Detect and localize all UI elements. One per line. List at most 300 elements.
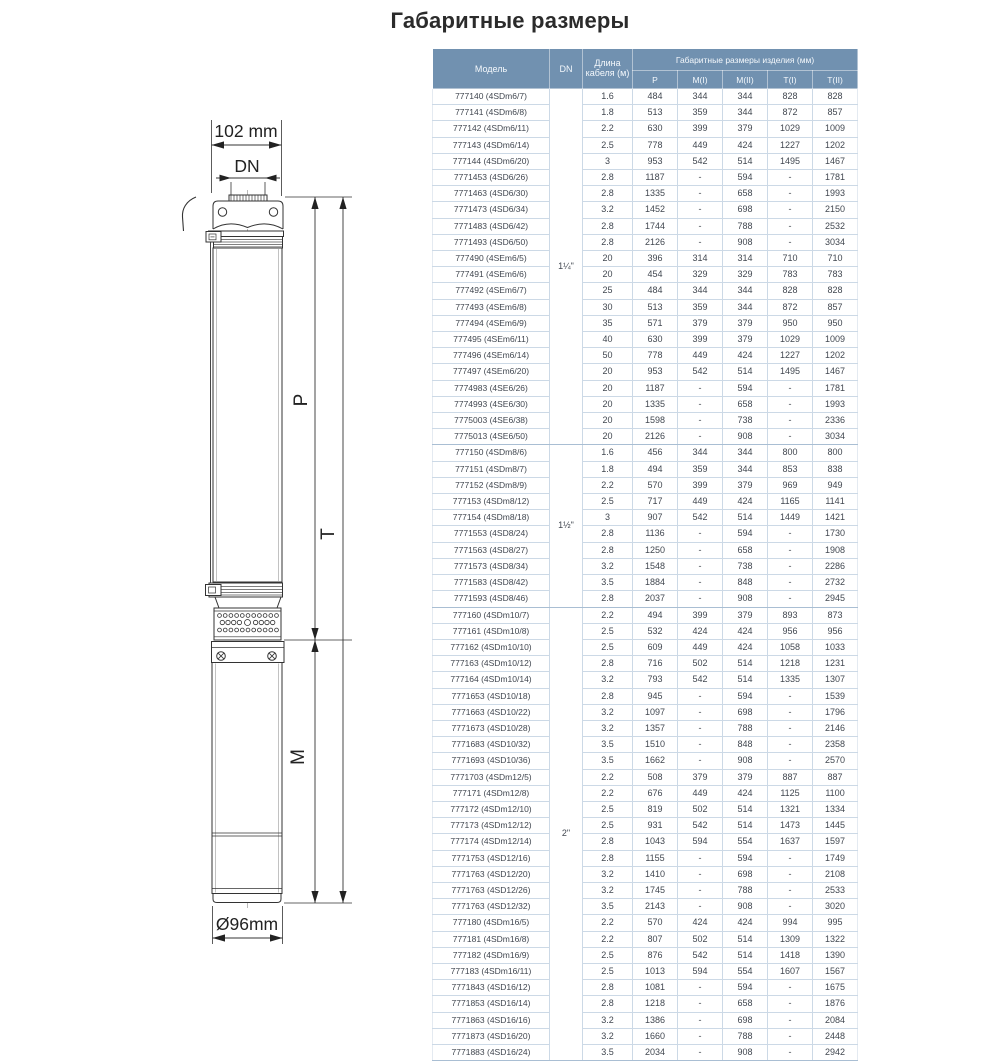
- dim-m2-cell: 698: [723, 202, 768, 218]
- dn-size-cell: 1½": [550, 445, 583, 607]
- model-cell: 7771573 (4SD8/34): [433, 558, 550, 574]
- cable-length-cell: 1.8: [583, 105, 633, 121]
- model-cell: 777153 (4SDm8/12): [433, 494, 550, 510]
- dim-m2-cell: 379: [723, 315, 768, 331]
- table-row: [433, 1012, 858, 1028]
- dim-t1-cell: 1125: [768, 785, 813, 801]
- dim-m1-cell: 399: [678, 332, 723, 348]
- strainer: [214, 608, 281, 640]
- dim-t1-cell: -: [768, 234, 813, 250]
- cable-length-cell: 20: [583, 429, 633, 445]
- cable-length-cell: 3: [583, 153, 633, 169]
- dim-p-cell: 1548: [633, 558, 678, 574]
- cable-length-cell: 2.8: [583, 850, 633, 866]
- dim-m1-cell: 542: [678, 947, 723, 963]
- dim-t1-cell: -: [768, 1028, 813, 1044]
- dim-p-cell: 2034: [633, 1044, 678, 1060]
- dim-m1-cell: -: [678, 996, 723, 1012]
- dim-m2-cell: 788: [723, 1028, 768, 1044]
- dim-t2-cell: 2448: [813, 1028, 858, 1044]
- dn-size-cell: 2": [550, 607, 583, 1061]
- dim-m2-cell: 594: [723, 380, 768, 396]
- dim-t1-cell: 1309: [768, 931, 813, 947]
- dim-m2-cell: 594: [723, 526, 768, 542]
- table-row: [433, 461, 858, 477]
- cable-length-cell: 3.5: [583, 737, 633, 753]
- dim-m1-cell: -: [678, 850, 723, 866]
- cable-length-cell: 20: [583, 267, 633, 283]
- cable-length-cell: 25: [583, 283, 633, 299]
- cable-length-cell: 3.2: [583, 672, 633, 688]
- cable-length-cell: 2.2: [583, 477, 633, 493]
- dim-m1-cell: -: [678, 575, 723, 591]
- dim-m2-cell: 594: [723, 170, 768, 186]
- dn-size-cell: 1¼": [550, 89, 583, 445]
- cable-length-cell: 3.2: [583, 1012, 633, 1028]
- table-row: [433, 170, 858, 186]
- dim-m2-cell: 344: [723, 89, 768, 105]
- dim-m1-cell: -: [678, 170, 723, 186]
- dim-p-cell: 456: [633, 445, 678, 461]
- dim-t2-cell: 1675: [813, 980, 858, 996]
- discharge-port: [229, 195, 267, 201]
- cable-length-cell: 2.2: [583, 121, 633, 137]
- dim-m1-cell: 359: [678, 461, 723, 477]
- table-row: [433, 623, 858, 639]
- dim-m2-cell: 738: [723, 558, 768, 574]
- dim-m1-cell: 502: [678, 931, 723, 947]
- t-dim-label: T: [318, 528, 339, 540]
- dim-t2-cell: 1202: [813, 137, 858, 153]
- dim-t2-cell: 887: [813, 769, 858, 785]
- dim-t1-cell: -: [768, 980, 813, 996]
- table-row: [433, 656, 858, 672]
- dim-t1-cell: 1029: [768, 121, 813, 137]
- cable-length-cell: 2.8: [583, 218, 633, 234]
- dim-m2-cell: 329: [723, 267, 768, 283]
- dim-t1-cell: -: [768, 380, 813, 396]
- dim-t1-cell: 887: [768, 769, 813, 785]
- dim-p-cell: 2126: [633, 234, 678, 250]
- model-cell: 777495 (4SEm6/11): [433, 332, 550, 348]
- dim-p-cell: 793: [633, 672, 678, 688]
- cable-length-cell: 2.5: [583, 963, 633, 979]
- dim-t1-cell: 872: [768, 105, 813, 121]
- dim-t1-cell: 1637: [768, 834, 813, 850]
- diameter-dim-label: Ø96mm: [215, 914, 279, 934]
- cable-length-cell: 1.6: [583, 445, 633, 461]
- dim-m2-cell: 594: [723, 850, 768, 866]
- table-row: [433, 558, 858, 574]
- dim-m1-cell: -: [678, 413, 723, 429]
- dim-m2-cell: 424: [723, 348, 768, 364]
- dim-t2-cell: 2533: [813, 882, 858, 898]
- dim-m1-cell: 542: [678, 818, 723, 834]
- cable-length-cell: 3.5: [583, 1044, 633, 1060]
- dim-p-cell: 2037: [633, 591, 678, 607]
- table-row: [433, 251, 858, 267]
- dim-m1-cell: 542: [678, 672, 723, 688]
- dim-p-cell: 1662: [633, 753, 678, 769]
- dim-m1-cell: -: [678, 526, 723, 542]
- table-row: [433, 639, 858, 655]
- model-cell: 7771883 (4SD16/24): [433, 1044, 550, 1060]
- header-t1: T(I): [768, 71, 813, 89]
- model-cell: 777143 (4SDm6/14): [433, 137, 550, 153]
- motor-body: [212, 663, 282, 903]
- model-cell: 777160 (4SDm10/7): [433, 607, 550, 623]
- cable-length-cell: 2.5: [583, 494, 633, 510]
- model-cell: 777181 (4SDm16/8): [433, 931, 550, 947]
- dim-p-cell: 513: [633, 299, 678, 315]
- dim-m1-cell: 424: [678, 623, 723, 639]
- dim-m1-cell: -: [678, 753, 723, 769]
- table-row: [433, 931, 858, 947]
- dim-p-cell: 508: [633, 769, 678, 785]
- dim-t2-cell: 1009: [813, 121, 858, 137]
- dim-m1-cell: -: [678, 542, 723, 558]
- dim-m2-cell: 738: [723, 413, 768, 429]
- header-dn: DN: [550, 49, 583, 89]
- dim-t2-cell: 1202: [813, 348, 858, 364]
- cable-length-cell: 2.2: [583, 785, 633, 801]
- model-cell: 777496 (4SEm6/14): [433, 348, 550, 364]
- dim-t1-cell: 1495: [768, 364, 813, 380]
- model-cell: 7771563 (4SD8/27): [433, 542, 550, 558]
- dim-t2-cell: 995: [813, 915, 858, 931]
- dim-m2-cell: 554: [723, 963, 768, 979]
- dim-t1-cell: -: [768, 396, 813, 412]
- model-cell: 7774983 (4SE6/26): [433, 380, 550, 396]
- dim-m1-cell: 449: [678, 348, 723, 364]
- dim-m2-cell: 424: [723, 915, 768, 931]
- table-row: [433, 315, 858, 331]
- dim-t2-cell: 2108: [813, 866, 858, 882]
- dim-p-cell: 716: [633, 656, 678, 672]
- dim-m1-cell: -: [678, 186, 723, 202]
- cable-length-cell: 20: [583, 413, 633, 429]
- dim-t1-cell: 994: [768, 915, 813, 931]
- dim-m2-cell: 379: [723, 121, 768, 137]
- table-row: [433, 996, 858, 1012]
- model-cell: 777162 (4SDm10/10): [433, 639, 550, 655]
- table-row: [433, 672, 858, 688]
- model-cell: 7771453 (4SD6/26): [433, 170, 550, 186]
- dim-m2-cell: 379: [723, 769, 768, 785]
- table-row: [433, 153, 858, 169]
- model-cell: 777497 (4SEm6/20): [433, 364, 550, 380]
- model-cell: 7771753 (4SD12/16): [433, 850, 550, 866]
- dim-t2-cell: 1334: [813, 801, 858, 817]
- dim-m2-cell: 514: [723, 818, 768, 834]
- dim-t1-cell: -: [768, 850, 813, 866]
- dim-m2-cell: 424: [723, 137, 768, 153]
- dim-p-cell: 807: [633, 931, 678, 947]
- dim-m1-cell: -: [678, 899, 723, 915]
- model-cell: 7771673 (4SD10/28): [433, 720, 550, 736]
- header-dimensions-group: Габаритные размеры изделия (мм): [633, 49, 858, 71]
- dim-t1-cell: -: [768, 704, 813, 720]
- dim-m2-cell: 314: [723, 251, 768, 267]
- model-cell: 7771703 (4SDm12/5): [433, 769, 550, 785]
- dim-t2-cell: 3034: [813, 234, 858, 250]
- cable-length-cell: 2.5: [583, 818, 633, 834]
- dim-t1-cell: 828: [768, 283, 813, 299]
- dim-m2-cell: 594: [723, 980, 768, 996]
- table-row: [433, 364, 858, 380]
- dim-m2-cell: 514: [723, 947, 768, 963]
- header-cable-length: Длина кабеля (м): [583, 49, 633, 89]
- table-row: [433, 899, 858, 915]
- table-row: [433, 818, 858, 834]
- dim-m1-cell: -: [678, 380, 723, 396]
- motor-bottom-cap: [213, 894, 281, 903]
- dim-t1-cell: 800: [768, 445, 813, 461]
- dim-t2-cell: 2084: [813, 1012, 858, 1028]
- cable-length-cell: 2.8: [583, 996, 633, 1012]
- dim-m1-cell: 594: [678, 834, 723, 850]
- dim-t2-cell: 1100: [813, 785, 858, 801]
- table-body: [433, 89, 858, 1061]
- dim-p-cell: 1410: [633, 866, 678, 882]
- dim-m2-cell: 788: [723, 218, 768, 234]
- cable-length-cell: 3.2: [583, 882, 633, 898]
- model-cell: 7771493 (4SD6/50): [433, 234, 550, 250]
- dim-p-cell: 1386: [633, 1012, 678, 1028]
- dim-p-cell: 717: [633, 494, 678, 510]
- dim-t2-cell: 1033: [813, 639, 858, 655]
- dim-p-cell: 1452: [633, 202, 678, 218]
- model-cell: 777150 (4SDm8/6): [433, 445, 550, 461]
- model-cell: 777494 (4SEm6/9): [433, 315, 550, 331]
- dim-t2-cell: 1876: [813, 996, 858, 1012]
- model-cell: 7771873 (4SD16/20): [433, 1028, 550, 1044]
- dim-t2-cell: 956: [813, 623, 858, 639]
- cable-length-cell: 2.2: [583, 931, 633, 947]
- dim-p-cell: 953: [633, 364, 678, 380]
- dim-t2-cell: 1539: [813, 688, 858, 704]
- dim-t2-cell: 1993: [813, 186, 858, 202]
- dim-t2-cell: 3020: [813, 899, 858, 915]
- model-cell: 7771463 (4SD6/30): [433, 186, 550, 202]
- dim-t1-cell: 1495: [768, 153, 813, 169]
- model-cell: 777183 (4SDm16/11): [433, 963, 550, 979]
- cable-length-cell: 2.8: [583, 980, 633, 996]
- dim-t2-cell: 800: [813, 445, 858, 461]
- dim-t1-cell: -: [768, 413, 813, 429]
- dim-t1-cell: 710: [768, 251, 813, 267]
- table-row: [433, 850, 858, 866]
- table-row: [433, 1028, 858, 1044]
- table-row: [433, 429, 858, 445]
- model-cell: 777144 (4SDm6/20): [433, 153, 550, 169]
- model-cell: 7771863 (4SD16/16): [433, 1012, 550, 1028]
- dim-m1-cell: -: [678, 558, 723, 574]
- dim-p-cell: 1187: [633, 170, 678, 186]
- model-cell: 777172 (4SDm12/10): [433, 801, 550, 817]
- cable-length-cell: 2.5: [583, 947, 633, 963]
- cable-length-cell: 2.8: [583, 526, 633, 542]
- dim-m1-cell: -: [678, 866, 723, 882]
- dim-p-cell: 931: [633, 818, 678, 834]
- cable-length-cell: 2.8: [583, 186, 633, 202]
- dim-m1-cell: 449: [678, 785, 723, 801]
- dim-t1-cell: 969: [768, 477, 813, 493]
- header-m2: M(II): [723, 71, 768, 89]
- dim-m2-cell: 658: [723, 542, 768, 558]
- table-row: [433, 218, 858, 234]
- dim-m1-cell: -: [678, 1028, 723, 1044]
- dim-m2-cell: 658: [723, 396, 768, 412]
- dim-t2-cell: 2570: [813, 753, 858, 769]
- dim-p-cell: 571: [633, 315, 678, 331]
- dim-t1-cell: -: [768, 882, 813, 898]
- dim-p-cell: 454: [633, 267, 678, 283]
- dim-t1-cell: -: [768, 202, 813, 218]
- table-row: [433, 785, 858, 801]
- cable-length-cell: 3.5: [583, 753, 633, 769]
- dim-m1-cell: 449: [678, 494, 723, 510]
- dim-p-cell: 819: [633, 801, 678, 817]
- dim-t1-cell: -: [768, 1044, 813, 1060]
- dim-t1-cell: 1449: [768, 510, 813, 526]
- table-row: [433, 494, 858, 510]
- dim-t1-cell: -: [768, 591, 813, 607]
- model-cell: 7771593 (4SD8/46): [433, 591, 550, 607]
- dim-p-cell: 484: [633, 283, 678, 299]
- dim-t1-cell: 1165: [768, 494, 813, 510]
- dim-m1-cell: 542: [678, 364, 723, 380]
- cable-length-cell: 3.2: [583, 558, 633, 574]
- dim-m1-cell: 344: [678, 283, 723, 299]
- cable-length-cell: 2.8: [583, 591, 633, 607]
- dim-m1-cell: 399: [678, 477, 723, 493]
- dim-m2-cell: 698: [723, 866, 768, 882]
- dim-p-cell: 1218: [633, 996, 678, 1012]
- dim-m2-cell: 848: [723, 575, 768, 591]
- model-cell: 7771843 (4SD16/12): [433, 980, 550, 996]
- dim-m2-cell: 424: [723, 639, 768, 655]
- dim-m2-cell: 848: [723, 737, 768, 753]
- dim-p-cell: 676: [633, 785, 678, 801]
- dim-m1-cell: -: [678, 737, 723, 753]
- dim-p-m-line: [311, 197, 318, 903]
- table-row: [433, 283, 858, 299]
- model-cell: 7771763 (4SD12/26): [433, 882, 550, 898]
- dim-m2-cell: 908: [723, 591, 768, 607]
- model-cell: 7771693 (4SD10/36): [433, 753, 550, 769]
- dim-p-cell: 630: [633, 121, 678, 137]
- model-cell: 777141 (4SDm6/8): [433, 105, 550, 121]
- dim-p-cell: 1013: [633, 963, 678, 979]
- dim-t2-cell: 1231: [813, 656, 858, 672]
- dim-m1-cell: -: [678, 234, 723, 250]
- model-cell: 777492 (4SEm6/7): [433, 283, 550, 299]
- dim-m2-cell: 344: [723, 461, 768, 477]
- cable-length-cell: 20: [583, 380, 633, 396]
- dim-p-cell: 609: [633, 639, 678, 655]
- model-cell: 777154 (4SDm8/18): [433, 510, 550, 526]
- dim-t2-cell: 1445: [813, 818, 858, 834]
- table-row: [433, 591, 858, 607]
- dim-t2-cell: 828: [813, 283, 858, 299]
- table-row: [433, 769, 858, 785]
- dim-t2-cell: 828: [813, 89, 858, 105]
- cable-length-cell: 2.2: [583, 607, 633, 623]
- header-p: P: [633, 71, 678, 89]
- dim-t2-cell: 2732: [813, 575, 858, 591]
- table-row: [433, 477, 858, 493]
- dim-t2-cell: 1749: [813, 850, 858, 866]
- dim-t1-cell: 1029: [768, 332, 813, 348]
- dim-p-cell: 1335: [633, 186, 678, 202]
- dim-m1-cell: 594: [678, 963, 723, 979]
- dim-t2-cell: 1908: [813, 542, 858, 558]
- dim-m1-cell: -: [678, 688, 723, 704]
- model-cell: 777173 (4SDm12/12): [433, 818, 550, 834]
- table-row: [433, 89, 858, 105]
- dim-t1-cell: -: [768, 720, 813, 736]
- table-row: [433, 202, 858, 218]
- table-row: [433, 299, 858, 315]
- dim-t2-cell: 1796: [813, 704, 858, 720]
- dim-m2-cell: 658: [723, 186, 768, 202]
- dim-t2-cell: 873: [813, 607, 858, 623]
- dim-m1-cell: -: [678, 591, 723, 607]
- dim-t1-cell: 1335: [768, 672, 813, 688]
- dim-t1-cell: 1227: [768, 137, 813, 153]
- dim-p-cell: 1187: [633, 380, 678, 396]
- model-cell: 7771763 (4SD12/20): [433, 866, 550, 882]
- table-row: [433, 834, 858, 850]
- dim-m1-cell: -: [678, 202, 723, 218]
- dim-m2-cell: 658: [723, 996, 768, 1012]
- dim-p-cell: 570: [633, 477, 678, 493]
- dim-t1-cell: -: [768, 899, 813, 915]
- dim-m2-cell: 514: [723, 801, 768, 817]
- table-row: [433, 737, 858, 753]
- dim-m1-cell: 344: [678, 445, 723, 461]
- strainer-holes: [218, 614, 279, 632]
- dim-m2-cell: 908: [723, 899, 768, 915]
- dim-p-cell: 945: [633, 688, 678, 704]
- model-cell: 777182 (4SDm16/9): [433, 947, 550, 963]
- dim-m2-cell: 514: [723, 931, 768, 947]
- clamp-band: [212, 642, 285, 663]
- dim-t2-cell: 1467: [813, 153, 858, 169]
- dim-t2-cell: 1597: [813, 834, 858, 850]
- dim-t2-cell: 1390: [813, 947, 858, 963]
- dim-m2-cell: 698: [723, 1012, 768, 1028]
- m-dim-label: M: [288, 749, 309, 765]
- dim-m1-cell: 399: [678, 607, 723, 623]
- table-row: [433, 542, 858, 558]
- table-row: [433, 963, 858, 979]
- cable-length-cell: 2.5: [583, 801, 633, 817]
- cable-length-cell: 3.2: [583, 720, 633, 736]
- table-row: [433, 332, 858, 348]
- model-cell: 7771553 (4SD8/24): [433, 526, 550, 542]
- dim-t1-cell: 893: [768, 607, 813, 623]
- dim-m2-cell: 424: [723, 623, 768, 639]
- table-row: [433, 510, 858, 526]
- dim-t2-cell: 2336: [813, 413, 858, 429]
- table-row: [433, 234, 858, 250]
- dim-m1-cell: -: [678, 218, 723, 234]
- dim-t2-cell: 857: [813, 105, 858, 121]
- cable-length-cell: 2.5: [583, 639, 633, 655]
- model-cell: 7771663 (4SD10/22): [433, 704, 550, 720]
